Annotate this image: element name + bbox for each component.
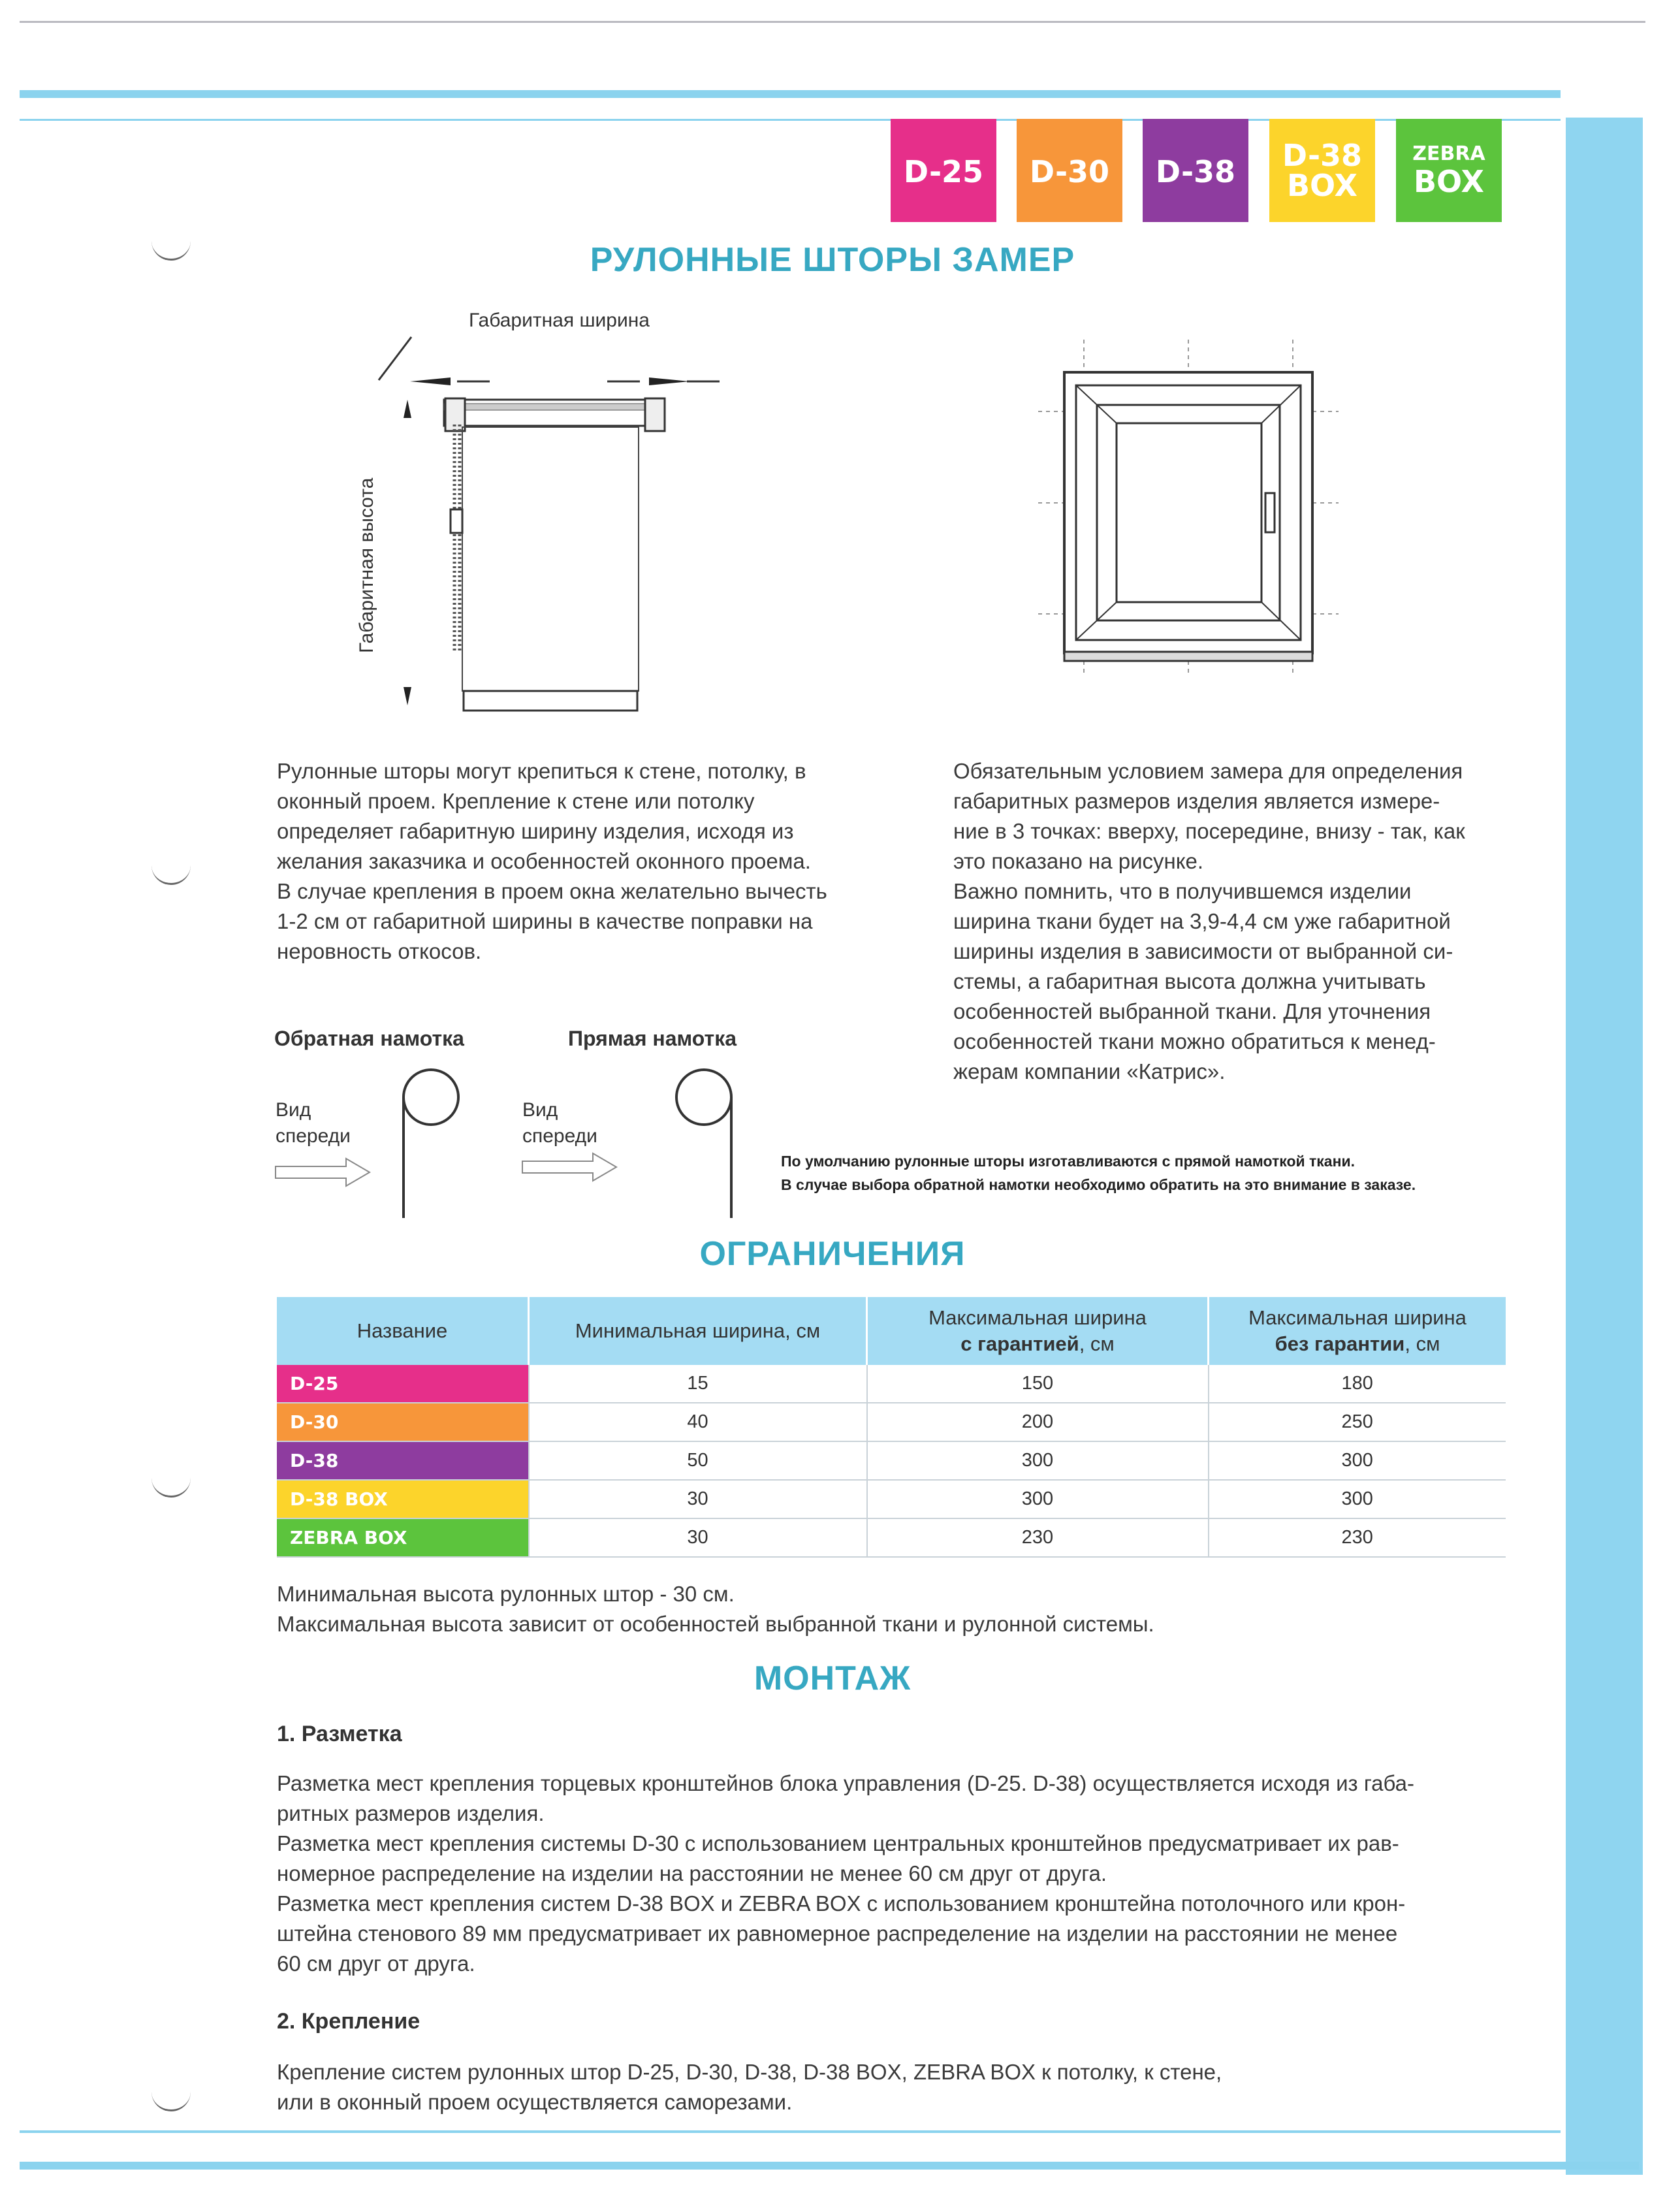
fixing-text [277,2057,1544,2117]
text-line: ние в 3 точках: вверху, посередине, внизу - так, как [953,819,1465,843]
height-limits-note [277,1579,1154,1639]
width-label: Габаритная ширина [469,310,650,331]
text-line: особенностей выбранной ткани. Для уточнения [953,999,1431,1023]
header-unit: , см [1079,1332,1115,1355]
text-line: неровность откосов. [277,939,482,963]
view-front-label [276,1097,351,1149]
row-max-without: 300 [1209,1480,1506,1518]
markup-text [277,1769,1544,1979]
row-max-without: 250 [1209,1403,1506,1441]
text-line: ритных размеров изделия. [277,1801,545,1825]
text-line: ширина ткани будет на 3,9-4,4 см уже габаритной [953,909,1451,933]
text-line: жерам компании «Катрис». [953,1059,1226,1083]
badge-line2: BOX [1414,164,1484,199]
view-line2: спереди [522,1125,597,1147]
table-row [277,1403,1506,1441]
table-row [277,1480,1506,1518]
text-line: 1-2 см от габаритной ширины в качестве поправки на [277,909,813,933]
measure-right-text [953,756,1541,1087]
text-line: Крепление систем рулонных штор D-25, D-30, D-38, D-38 BOX, ZEBRA BOX к потолку, к стене, [277,2060,1222,2084]
text-line: В случае крепления в проем окна желательно вычесть [277,879,827,903]
row-min-width: 15 [529,1365,867,1403]
text-line: Разметка мест крепления торцевых кронштейнов блока управления (D-25. D-38) осуществляется исходя из габа- [277,1771,1414,1795]
row-max-with: 230 [867,1518,1209,1557]
text-line: габаритных размеров изделия является измере- [953,789,1440,813]
text-line: оконный проем. Крепление к стене или потолку [277,789,755,813]
measure-left-text [277,756,904,967]
section-title-measure: РУЛОННЫЕ ШТОРЫ ЗАМЕР [590,241,1075,279]
header-max-without-guarantee [1209,1297,1506,1365]
table-header-row [277,1297,1506,1365]
row-min-width: 40 [529,1403,867,1441]
header-bold: без гарантии [1275,1332,1405,1355]
row-max-without: 180 [1209,1365,1506,1403]
note-line1: По умолчанию рулонные шторы изготавливаются с прямой намоткой ткани. [781,1153,1356,1170]
arrow-right-icon [521,1151,619,1183]
text-line: особенностей ткани можно обратиться к менед- [953,1029,1436,1053]
badge-line2: D-30 [1029,154,1110,189]
text-line: или в оконный проем осуществляется саморезами. [277,2090,793,2114]
arrow-right-icon [274,1156,372,1189]
badge-d38-box [1269,119,1375,222]
row-min-width: 30 [529,1480,867,1518]
roller-blind-diagram [366,327,731,731]
header-line1: Максимальная ширина [1248,1306,1467,1329]
height-label: Габаритная высота [356,477,377,653]
header-min-width: Минимальная ширина, см [529,1297,867,1365]
header-line1: Максимальная ширина [928,1306,1147,1329]
text-line: Максимальная высота зависит от особенностей выбранной ткани и рулонной системы. [277,1612,1154,1636]
top-divider [20,21,1645,23]
view-line1: Вид [276,1099,311,1121]
bottom-accent-line [20,2130,1561,2133]
winding-note [781,1149,1416,1196]
text-line: ширины изделия в зависимости от выбранной си- [953,939,1453,963]
row-max-with: 150 [867,1365,1209,1403]
bottom-accent-stripe [20,2162,1639,2170]
text-line: это показано на рисунке. [953,849,1204,873]
direct-winding-label: Прямая намотка [568,1027,737,1050]
binder-hole-mark [151,2090,191,2111]
text-line: 60 см друг от друга. [277,1951,475,1976]
table-row [277,1518,1506,1557]
badge-zebra-box [1396,119,1502,222]
header-name: Название [277,1297,529,1365]
header-unit: , см [1404,1332,1440,1355]
row-name: D-38 [277,1441,529,1480]
limits-table [277,1297,1506,1558]
text-line: определяет габаритную ширину изделия, исходя из [277,819,794,843]
text-line: Минимальная высота рулонных штор - 30 см. [277,1582,735,1606]
badge-d30 [1017,119,1122,222]
row-min-width: 30 [529,1518,867,1557]
view-front-label [522,1097,597,1149]
row-name: D-38 BOX [277,1480,529,1518]
row-max-without: 300 [1209,1441,1506,1480]
header-bold: с гарантией [960,1332,1079,1355]
text-line: желания заказчика и особенностей оконного проема. [277,849,811,873]
badge-line1: D-38 [1282,138,1363,173]
row-max-with: 200 [867,1403,1209,1441]
badge-line2: BOX [1287,168,1357,203]
text-line: Обязательным условием замера для определения [953,759,1463,783]
table-row [277,1441,1506,1480]
table-row [277,1365,1506,1403]
reverse-winding-label: Обратная намотка [274,1027,464,1050]
section-title-limits: ОГРАНИЧЕНИЯ [699,1235,966,1273]
badge-d25 [891,119,996,222]
text-line: Разметка мест крепления систем D-38 BOX и ZEBRA BOX с использованием кронштейна потолочного или крон- [277,1891,1406,1915]
row-max-with: 300 [867,1480,1209,1518]
row-min-width: 50 [529,1441,867,1480]
right-accent-bar [1566,118,1643,2175]
badge-d38 [1143,119,1248,222]
section-title-montage: МОНТАЖ [753,1659,912,1697]
window-diagram [1038,340,1339,673]
reverse-winding-roll-diagram [392,1061,470,1225]
row-name: D-25 [277,1365,529,1403]
row-max-with: 300 [867,1441,1209,1480]
text-line: Важно помнить, что в получившемся изделии [953,879,1412,903]
row-name: ZEBRA BOX [277,1518,529,1557]
text-line: Рулонные шторы могут крепиться к стене, потолку, в [277,759,806,783]
badge-line2: D-25 [903,154,984,189]
header-max-with-guarantee [867,1297,1209,1365]
text-line: штейна стенового 89 мм предусматривает их равномерное распределение на изделии на расстоянии не менее [277,1921,1398,1946]
markup-heading: 1. Разметка [277,1722,402,1746]
note-line2: В случае выбора обратной намотки необходимо обратить на это внимание в заказе. [781,1176,1416,1193]
top-accent-stripe [20,90,1561,98]
fixing-heading: 2. Крепление [277,2009,420,2034]
view-line2: спереди [276,1125,351,1147]
binder-hole-mark [151,863,191,885]
text-line: стемы, а габаритная высота должна учитывать [953,969,1426,993]
badge-line2: D-38 [1155,154,1236,189]
binder-hole-mark [151,1476,191,1498]
badge-line1: ZEBRA [1412,142,1485,165]
view-line1: Вид [522,1099,558,1121]
text-line: номерное распределение на изделии на расстоянии не менее 60 см друг от друга. [277,1861,1107,1885]
direct-winding-roll-diagram [665,1061,743,1225]
row-max-without: 230 [1209,1518,1506,1557]
text-line: Разметка мест крепления системы D-30 с использованием центральных кронштейнов предусматривает их рав- [277,1831,1399,1855]
row-name: D-30 [277,1403,529,1441]
